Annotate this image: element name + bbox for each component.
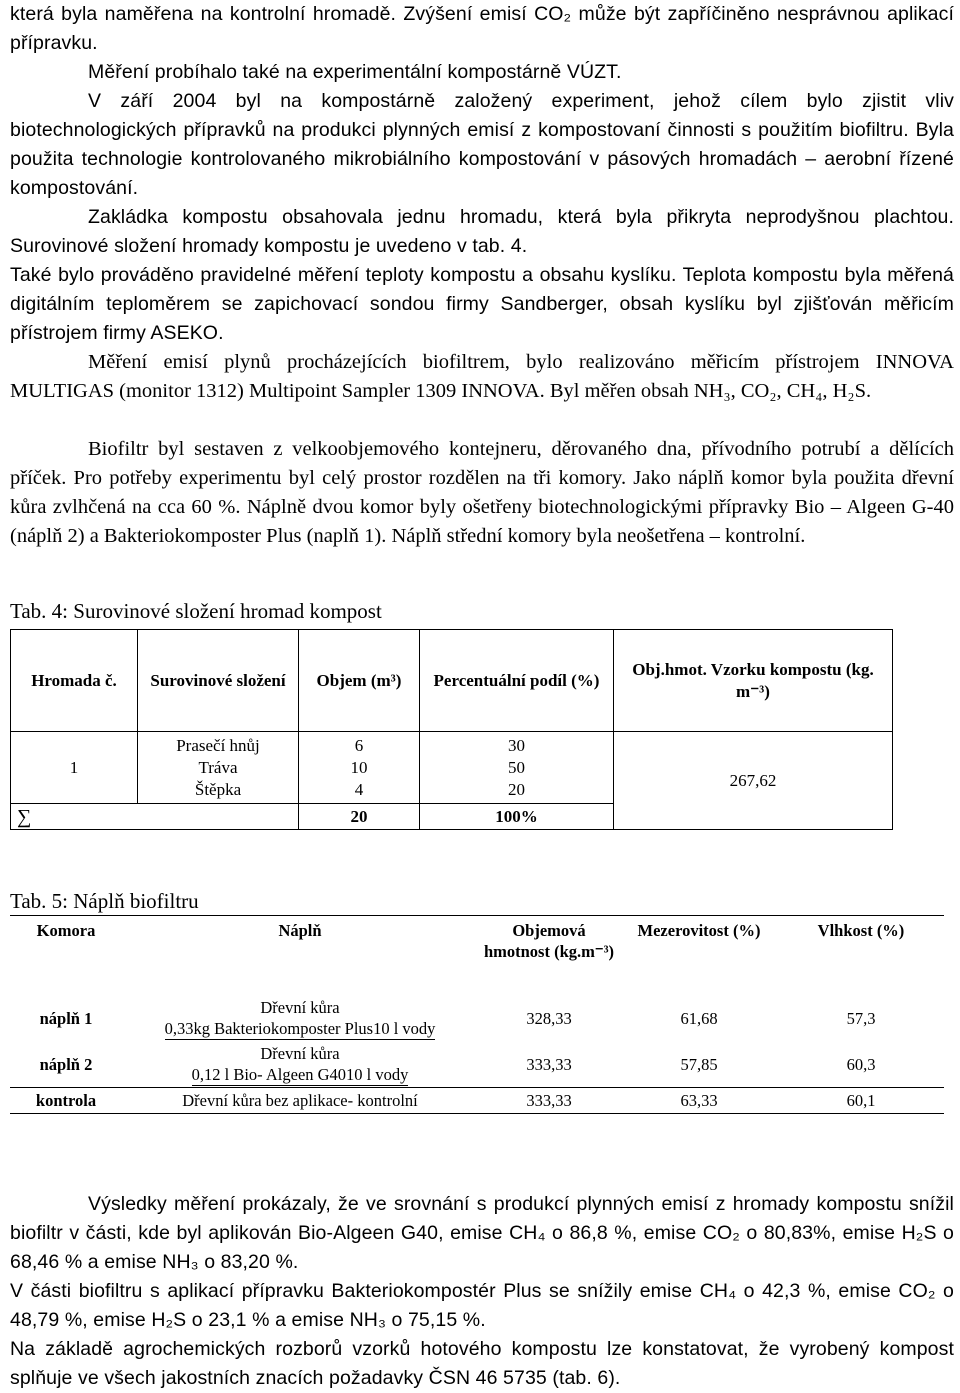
napln-bottom: 0,12 l Bio- Algeen G4010 l vody: [191, 1064, 409, 1084]
napln-top: Dřevní kůra: [260, 998, 340, 1017]
paragraph-text: Výsledky měření prokázaly, že ve srovnání s produkcí plynných emisí z hromady kompostu snížil biofiltr v části, kde byl aplikován Bio-Algeen G40, emise CH₄ o 86,8 %, emise CO₂ o 80,83%, emise H₂S o 68,46 % a emise NH₃ o 83,20 %.: [10, 1193, 954, 1273]
table5-header-vlhkost: Vlhkost (%): [817, 921, 905, 940]
podil-value: 50: [508, 757, 525, 777]
napln-top: Dřevní kůra: [260, 1043, 340, 1063]
table5-cell-objem: 328,33: [526, 1009, 572, 1028]
paragraph-temperature: [10, 261, 954, 348]
table4-surovinove-slozeni: [10, 629, 893, 830]
paragraph-text: Měření probíhalo také na experimentální kompostárně VÚZT.: [88, 61, 622, 83]
paragraph-text: Měření emisí plynů procházejících biofiltrem, bylo realizováno měřicím přístrojem INNOVA MULTIGAS (monitor 1312) Multipoint Sampler 1309 INNOVA. Byl měřen obsah NH₃, CO₂, CH₄, H₂S.: [10, 351, 954, 402]
table4-cell-podil: [420, 732, 614, 804]
napln-bottom: 0,33kg Bakteriokomposter Plus10 l vody: [164, 1019, 436, 1038]
paragraph-text-teplota: Teplota kompostu byla měřená digitálním teploměrem se zapichovací sondou firmy Sandberger, obsah kyslíku byl zjišťován měřicím přístrojem firmy ASEKO.: [10, 264, 954, 344]
table5-cell-komora: náplň 1: [39, 1009, 93, 1028]
table4-cell-suroviny: [138, 732, 299, 804]
paragraph-text: Na základě agrochemických rozborů vzorků hotového kompostu lze konstatovat, že vyrobený kompost splňuje ve všech jakostních znacích požadavky ČSN 46 5735 (tab. 6).: [10, 1338, 954, 1389]
table5-napln-biofiltru: [10, 915, 944, 1114]
table5-cell-napln: [122, 996, 478, 1042]
table4-cell-hromada: 1: [11, 732, 138, 804]
table4-header-podil: Percentuální podíl (%): [420, 630, 614, 732]
table-row: [10, 1088, 944, 1114]
table4-cell-objem: [299, 732, 420, 804]
paragraph-text: V části biofiltru s aplikací přípravku Bakteriokompostér Plus se snížily emise CH₄ o 42,3 %, emise CO₂ o 48,79 %, emise H₂S o 23,1 % a emise NH₃ o 75,15 %.: [10, 1280, 954, 1331]
table4-sum-podil: 100%: [420, 804, 614, 830]
table4-header-objhmot: Obj.hmot. Vzorku kompostu (kg. m⁻³): [614, 630, 893, 732]
table5-cell-mezer: 57,85: [680, 1054, 718, 1074]
paragraph-zakladka: [10, 203, 954, 261]
paragraph-vuzt: [10, 58, 954, 87]
table5-cell-vlhkost: 57,3: [846, 1009, 876, 1028]
sum-symbol: ∑: [11, 804, 299, 830]
table5-cell-objem: 333,33: [526, 1091, 572, 1110]
paragraph-bakteriokomposter: [10, 1277, 954, 1335]
paragraph-results: [10, 1190, 954, 1277]
table-row: [10, 996, 944, 1042]
podil-value: 20: [508, 779, 525, 799]
table5-caption: Tab. 5: Náplň biofiltru: [10, 889, 199, 913]
podil-value: 30: [508, 735, 525, 755]
paragraph-text: V září 2004 byl na kompostárně založený experiment, jehož cílem bylo zjistit vliv biotechnologických přípravků na produkci plynných emisí z kompostovaní činnosti s použitím biofiltru.: [10, 90, 954, 141]
surovina-item: Prasečí hnůj: [176, 735, 260, 755]
surovina-item: Štěpka: [194, 779, 242, 799]
paragraph-experiment: [10, 87, 954, 203]
paragraph-innova: [10, 348, 954, 406]
table5-header-mezer: Mezerovitost (%): [637, 921, 761, 940]
objem-value: 4: [354, 779, 364, 799]
table4-header-suroviny: Surovinové složení: [138, 630, 299, 732]
paragraph-conclusion: [10, 1335, 954, 1393]
table5-cell-mezer: 63,33: [680, 1091, 718, 1110]
table5-cell-komora: náplň 2: [39, 1054, 93, 1074]
table-row: [11, 732, 893, 804]
table5-header-row: [10, 916, 944, 996]
table4-cell-objhmot: 267,62: [614, 732, 893, 830]
paragraph-biofiltr: [10, 435, 954, 551]
objem-value: 6: [354, 735, 364, 755]
paragraph-co2-increase: [10, 0, 954, 58]
objem-value: 10: [350, 757, 368, 777]
paragraph-text-technology: Byla použita technologie kontrolovaného mikrobiálního kompostování v pásových hromadách – aerobní řízené kompostování.: [10, 119, 954, 199]
table5-cell-objem: 333,33: [526, 1054, 572, 1074]
table5-cell-napln: [122, 1042, 478, 1088]
table5-header-objem: Objemová hmotnost (kg.m⁻³): [483, 921, 615, 961]
table4-header-row: [11, 630, 893, 732]
table4-header-hromada: Hromada č.: [11, 630, 138, 732]
table4-sum-objem: 20: [299, 804, 420, 830]
paragraph-text: Také bylo prováděno pravidelné měření teploty kompostu a obsahu kyslíku.: [10, 264, 677, 286]
table5-cell-komora: kontrola: [35, 1091, 97, 1110]
table5-cell-vlhkost: 60,3: [846, 1054, 876, 1074]
paragraph-text: Zakládka kompostu obsahovala jednu hromadu, která byla přikryta neprodyšnou plachtou. Surovinové složení hromady kompostu je uvedeno v tab. 4.: [10, 206, 954, 257]
table5-cell-vlhkost: 60,1: [846, 1091, 876, 1110]
table4-caption: Tab. 4: Surovinové složení hromad kompost: [10, 599, 382, 623]
table5-header-napln: Náplň: [278, 921, 322, 940]
paragraph-text: Biofiltr byl sestaven z velkoobjemového kontejneru, děrovaného dna, přívodního potrubí a dělících příček. Pro potřeby experimentu byl celý prostor rozdělen na tři komory. Jako náplň komor byla použita dřevní kůra zvlhčená na cca 60 %. Náplně dvou komor byly ošetřeny biotechnologickými přípravky Bio – Algeen G-40 (náplň 2) a Bakteriokomposter Plus (naplň 1). Náplň střední komory byla neošetřena – kontrolní.: [10, 438, 954, 547]
table-row: [10, 1042, 944, 1088]
table5-cell-mezer: 61,68: [680, 1009, 718, 1028]
table4-header-objem: Objem (m³): [299, 630, 420, 732]
surovina-item: Tráva: [198, 757, 238, 777]
table5-cell-napln: Dřevní kůra bez aplikace- kontrolní: [182, 1091, 418, 1110]
table5-header-komora: Komora: [36, 921, 96, 940]
paragraph-text: která byla naměřena na kontrolní hromadě. Zvýšení emisí CO₂ může být zapříčiněno nesprávnou aplikací přípravku.: [10, 3, 954, 54]
